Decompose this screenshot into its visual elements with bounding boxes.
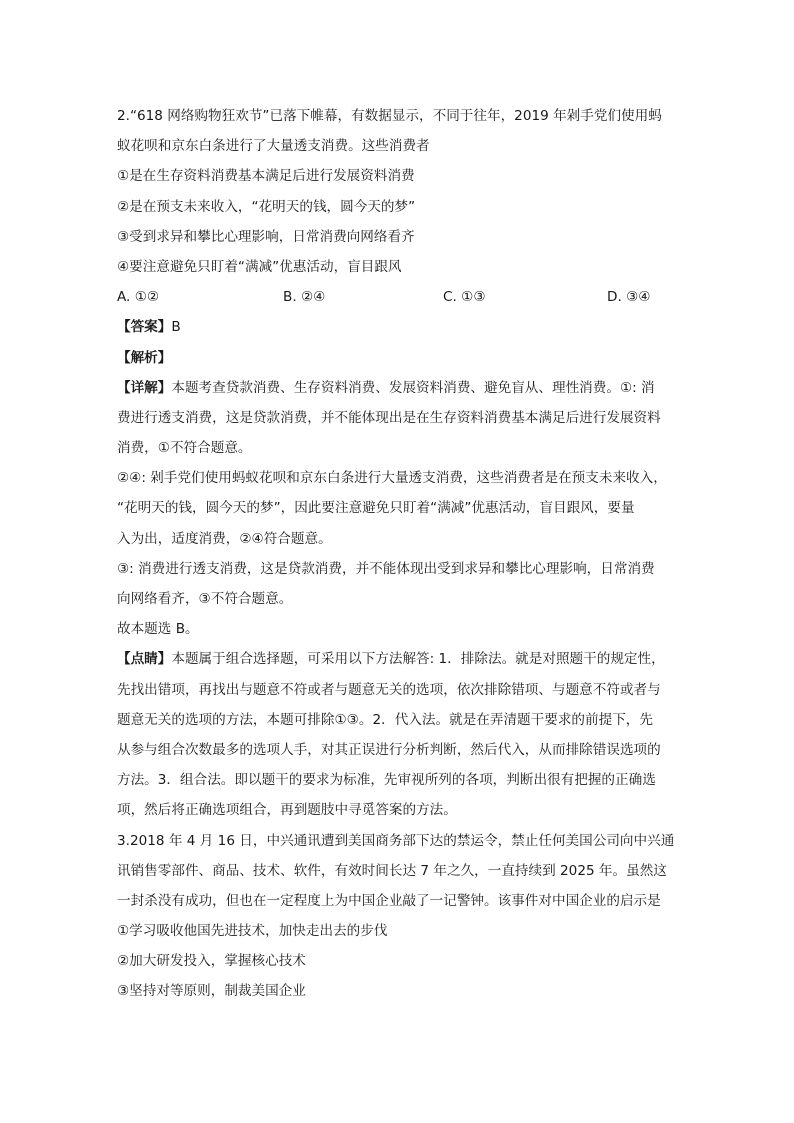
q2-tip-line-3: 题意无关的选项的方法，本题可排除①③。2．代入法。就是在弄清题干要求的前提下，先: [117, 711, 653, 728]
q2-statement-1: ①是在生存资料消费基本满足后进行发展资料消费: [117, 168, 415, 185]
detail-text-1: 本题考查贷款消费、生存资料消费、发展资料消费、避免盲从、理性消费。①: 消: [171, 379, 655, 396]
q2-tip-line-1: [117, 644, 677, 674]
analysis-tag: 【解析】: [117, 349, 172, 366]
q2-detail-line-3: 消费，①不符合题意。: [117, 440, 252, 457]
q2-statement-2: ②是在预支未来收入，“花明天的钱，圆今天的梦”: [117, 198, 416, 215]
q2-detail-line-6: 入为出，适度消费，②④符合题意。: [117, 530, 332, 547]
q2-tip-line-2: 先找出错项，再找出与题意不符或者与题意无关的选项，依次排除错项、与题意不符或者与: [117, 681, 661, 698]
q2-detail-line-7: ③: 消费进行透支消费，这是贷款消费，并不能体现出受到求异和攀比心理影响，日常消费: [117, 560, 655, 577]
q2-detail-line-4: ②④: 剁手党们使用蚂蚁花呗和京东白条进行大量透支消费，这些消费者是在预支未来收入，: [117, 470, 667, 487]
q2-detail-line-9: 故本题选 B。: [117, 621, 199, 638]
q2-option-c: C. ①③: [443, 289, 486, 306]
tip-text-1: 本题属于组合选择题，可采用以下方法解答: 1．排除法。就是对照题干的规定性，: [171, 651, 665, 668]
q2-detail-line-2: 费进行透支消费，这是贷款消费，并不能体现出是在生存资料消费基本满足后进行发展资料: [117, 409, 661, 426]
detail-tag: 【详解】: [117, 379, 172, 396]
q2-detail-line-5: “花明天的钱，圆今天的梦”，因此要注意避免只盯着“满减”优惠活动，盲目跟风，要量: [117, 500, 635, 517]
q3-stem-line-2: 讯销售零部件、商品、技术、软件，有效时间长达 7 年之久，一直持续到 2025 年。虽然这: [117, 862, 667, 879]
q3-stem-line-1: 3.2018 年 4 月 16 日，中兴通讯遭到美国商务部下达的禁运令，禁止任何美国公司向中兴通: [117, 832, 675, 849]
q2-statement-4: ④要注意避免只盯着“满减”优惠活动，盲目跟风: [117, 258, 402, 275]
q2-detail-line-1: [117, 373, 677, 403]
q2-statement-3: ③受到求异和攀比心理影响，日常消费向网络看齐: [117, 228, 415, 245]
q3-stem-line-3: 一封杀没有成功，但也在一定程度上为中国企业敲了一记警钟。该事件对中国企业的启示是: [117, 892, 661, 909]
q2-tip-line-6: 项，然后将正确选项组合，再到题肢中寻觅答案的方法。: [117, 802, 457, 819]
q2-answer-line: [117, 312, 677, 342]
q3-statement-3: ③坚持对等原则，制裁美国企业: [117, 983, 306, 1000]
q2-options: [117, 282, 677, 312]
q2-tip-line-4: 从参与组合次数最多的选项人手，对其正误进行分析判断，然后代入，从而排除错误选项的: [117, 741, 661, 758]
answer-tag: 【答案】: [117, 319, 172, 336]
q3-statement-2: ②加大研发投入，掌握核心技术: [117, 953, 306, 970]
q2-stem-line-1: 2.“618 网络购物狂欢节”已落下帷幕，有数据显示，不同于往年，2019 年剁手党们使用蚂: [117, 108, 662, 124]
document-content: [117, 101, 677, 1007]
q2-option-d: D. ③④: [607, 289, 651, 306]
q2-option-a: A. ①②: [117, 289, 160, 306]
q2-detail-line-8: 向网络看齐，③不符合题意。: [117, 591, 293, 607]
tip-tag: 【点睛】: [117, 651, 172, 668]
q2-tip-line-5: 方法。3．组合法。即以题干的要求为标准，先审视所列的各项，判断出很有把握的正确选: [117, 772, 656, 789]
q2-stem-line-2: 蚁花呗和京东白条进行了大量透支消费。这些消费者: [117, 138, 430, 155]
q2-option-b: B. ②④: [283, 289, 326, 306]
q2-analysis-line: [117, 343, 677, 373]
answer-value: B: [171, 319, 181, 336]
q3-statement-1: ①学习吸收他国先进技术，加快走出去的步伐: [117, 923, 388, 940]
